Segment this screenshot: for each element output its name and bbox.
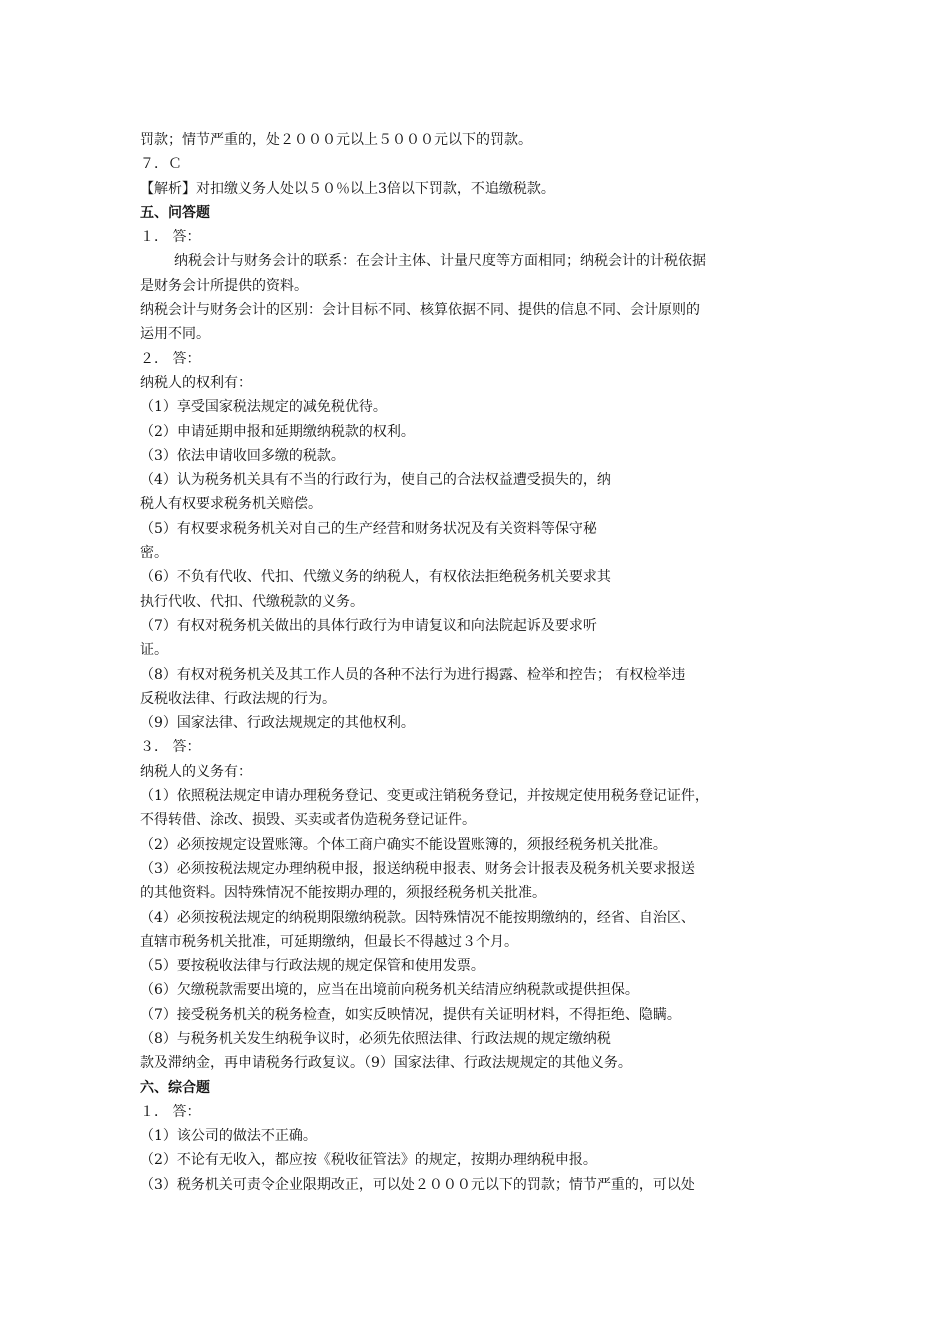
text-line: 纳税人的权利有： [140,374,252,391]
text-line: （2）申请延期申报和延期缴纳税款的权利。 [140,423,415,440]
text-line: （6）欠缴税款需要出境的，应当在出境前向税务机关结清应纳税款或提供担保。 [140,982,639,999]
text-line: 纳税会计与财务会计的联系：在会计主体、计量尺度等方面相同；纳税会计的计税依据 [174,253,706,270]
text-line: （8）与税务机关发生纳税争议时，必须先依照法律、行政法规的规定缴纳税 [140,1030,611,1047]
text-line: 罚款；情节严重的，处２０００元以上５０００元以下的罚款。 [140,132,532,148]
text-line: （5）要按税收法律与行政法规的规定保管和使用发票。 [140,958,485,975]
text-line: （7）有权对税务机关做出的具体行政行为申请复议和向法院起诉及要求听 [140,617,597,634]
text-line: 不得转借、涂改、损毁、买卖或者伪造税务登记证件。 [140,812,476,829]
text-line: 直辖市税务机关批准，可延期缴纳，但最长不得越过３个月。 [140,933,518,950]
text-line: １． 答： [140,1103,201,1120]
text-line: （4）认为税务机关具有不当的行政行为，使自己的合法权益遭受损失的，纳 [140,472,611,489]
text-line: （6）不负有代收、代扣、代缴义务的纳税人，有权依法拒绝税务机关要求其 [140,569,611,586]
text-line: （2）不论有无收入，都应按《税收征管法》的规定，按期办理纳税申报。 [140,1152,597,1169]
text-line: 纳税会计与财务会计的区别：会计目标不同、核算依据不同、提供的信息不同、会计原则的 [140,302,700,319]
text-line: （1）该公司的做法不正确。 [140,1128,317,1145]
section-heading: 五、问答题 [140,204,210,221]
text-line: 款及滞纳金，再申请税务行政复议。（9）国家法律、行政法规规定的其他义务。 [140,1055,632,1072]
text-line: 执行代收、代扣、代缴税款的义务。 [140,593,364,610]
text-line: （3）必须按税法规定办理纳税申报，报送纳税申报表、财务会计报表及税务机关要求报送 [140,860,695,877]
text-line: （3）依法申请收回多缴的税款。 [140,447,345,464]
text-line: （9）国家法律、行政法规规定的其他权利。 [140,715,415,732]
text-line: ７．Ｃ [140,156,182,173]
text-line: （7）接受税务机关的税务检查，如实反映情况，提供有关证明材料，不得拒绝、隐瞒。 [140,1006,681,1023]
text-line: 密。 [140,545,168,562]
text-line: （2）必须按规定设置账簿。个体工商户确实不能设置账簿的，须报经税务机关批准。 [140,836,667,853]
text-line: 是财务会计所提供的资料。 [140,277,308,294]
text-line: １． 答： [140,229,201,246]
section-heading: 六、综合题 [140,1079,210,1096]
document-page [140,128,820,1197]
text-line: 税人有权要求税务机关赔偿。 [140,496,322,513]
text-line: （8）有权对税务机关及其工作人员的各种不法行为进行揭露、检举和控告； 有权检举违 [140,666,686,683]
text-line: （3）税务机关可责令企业限期改正，可以处２０００元以下的罚款；情节严重的，可以处 [140,1176,695,1193]
text-line: （1）享受国家税法规定的减免税优待。 [140,399,387,416]
text-line: （1）依照税法规定申请办理税务登记、变更或注销税务登记，并按规定使用税务登记证件， [140,788,709,805]
text-line: 的其他资料。因特殊情况不能按期办理的，须报经税务机关批准。 [140,885,546,902]
text-line: （5）有权要求税务机关对自己的生产经营和财务状况及有关资料等保守秘 [140,520,597,537]
text-line: ３． 答： [140,739,201,756]
text-line: 证。 [140,642,168,659]
text-line: 纳税人的义务有： [140,763,252,780]
text-line: （4）必须按税法规定的纳税期限缴纳税款。因特殊情况不能按期缴纳的，经省、自治区、 [140,909,695,926]
text-line: 【解析】对扣缴义务人处以５０％以上3倍以下罚款，不追缴税款。 [140,180,555,197]
text-line: 运用不同。 [140,326,210,343]
text-line: 反税收法律、行政法规的行为。 [140,690,336,707]
text-line: ２． 答： [140,350,201,367]
